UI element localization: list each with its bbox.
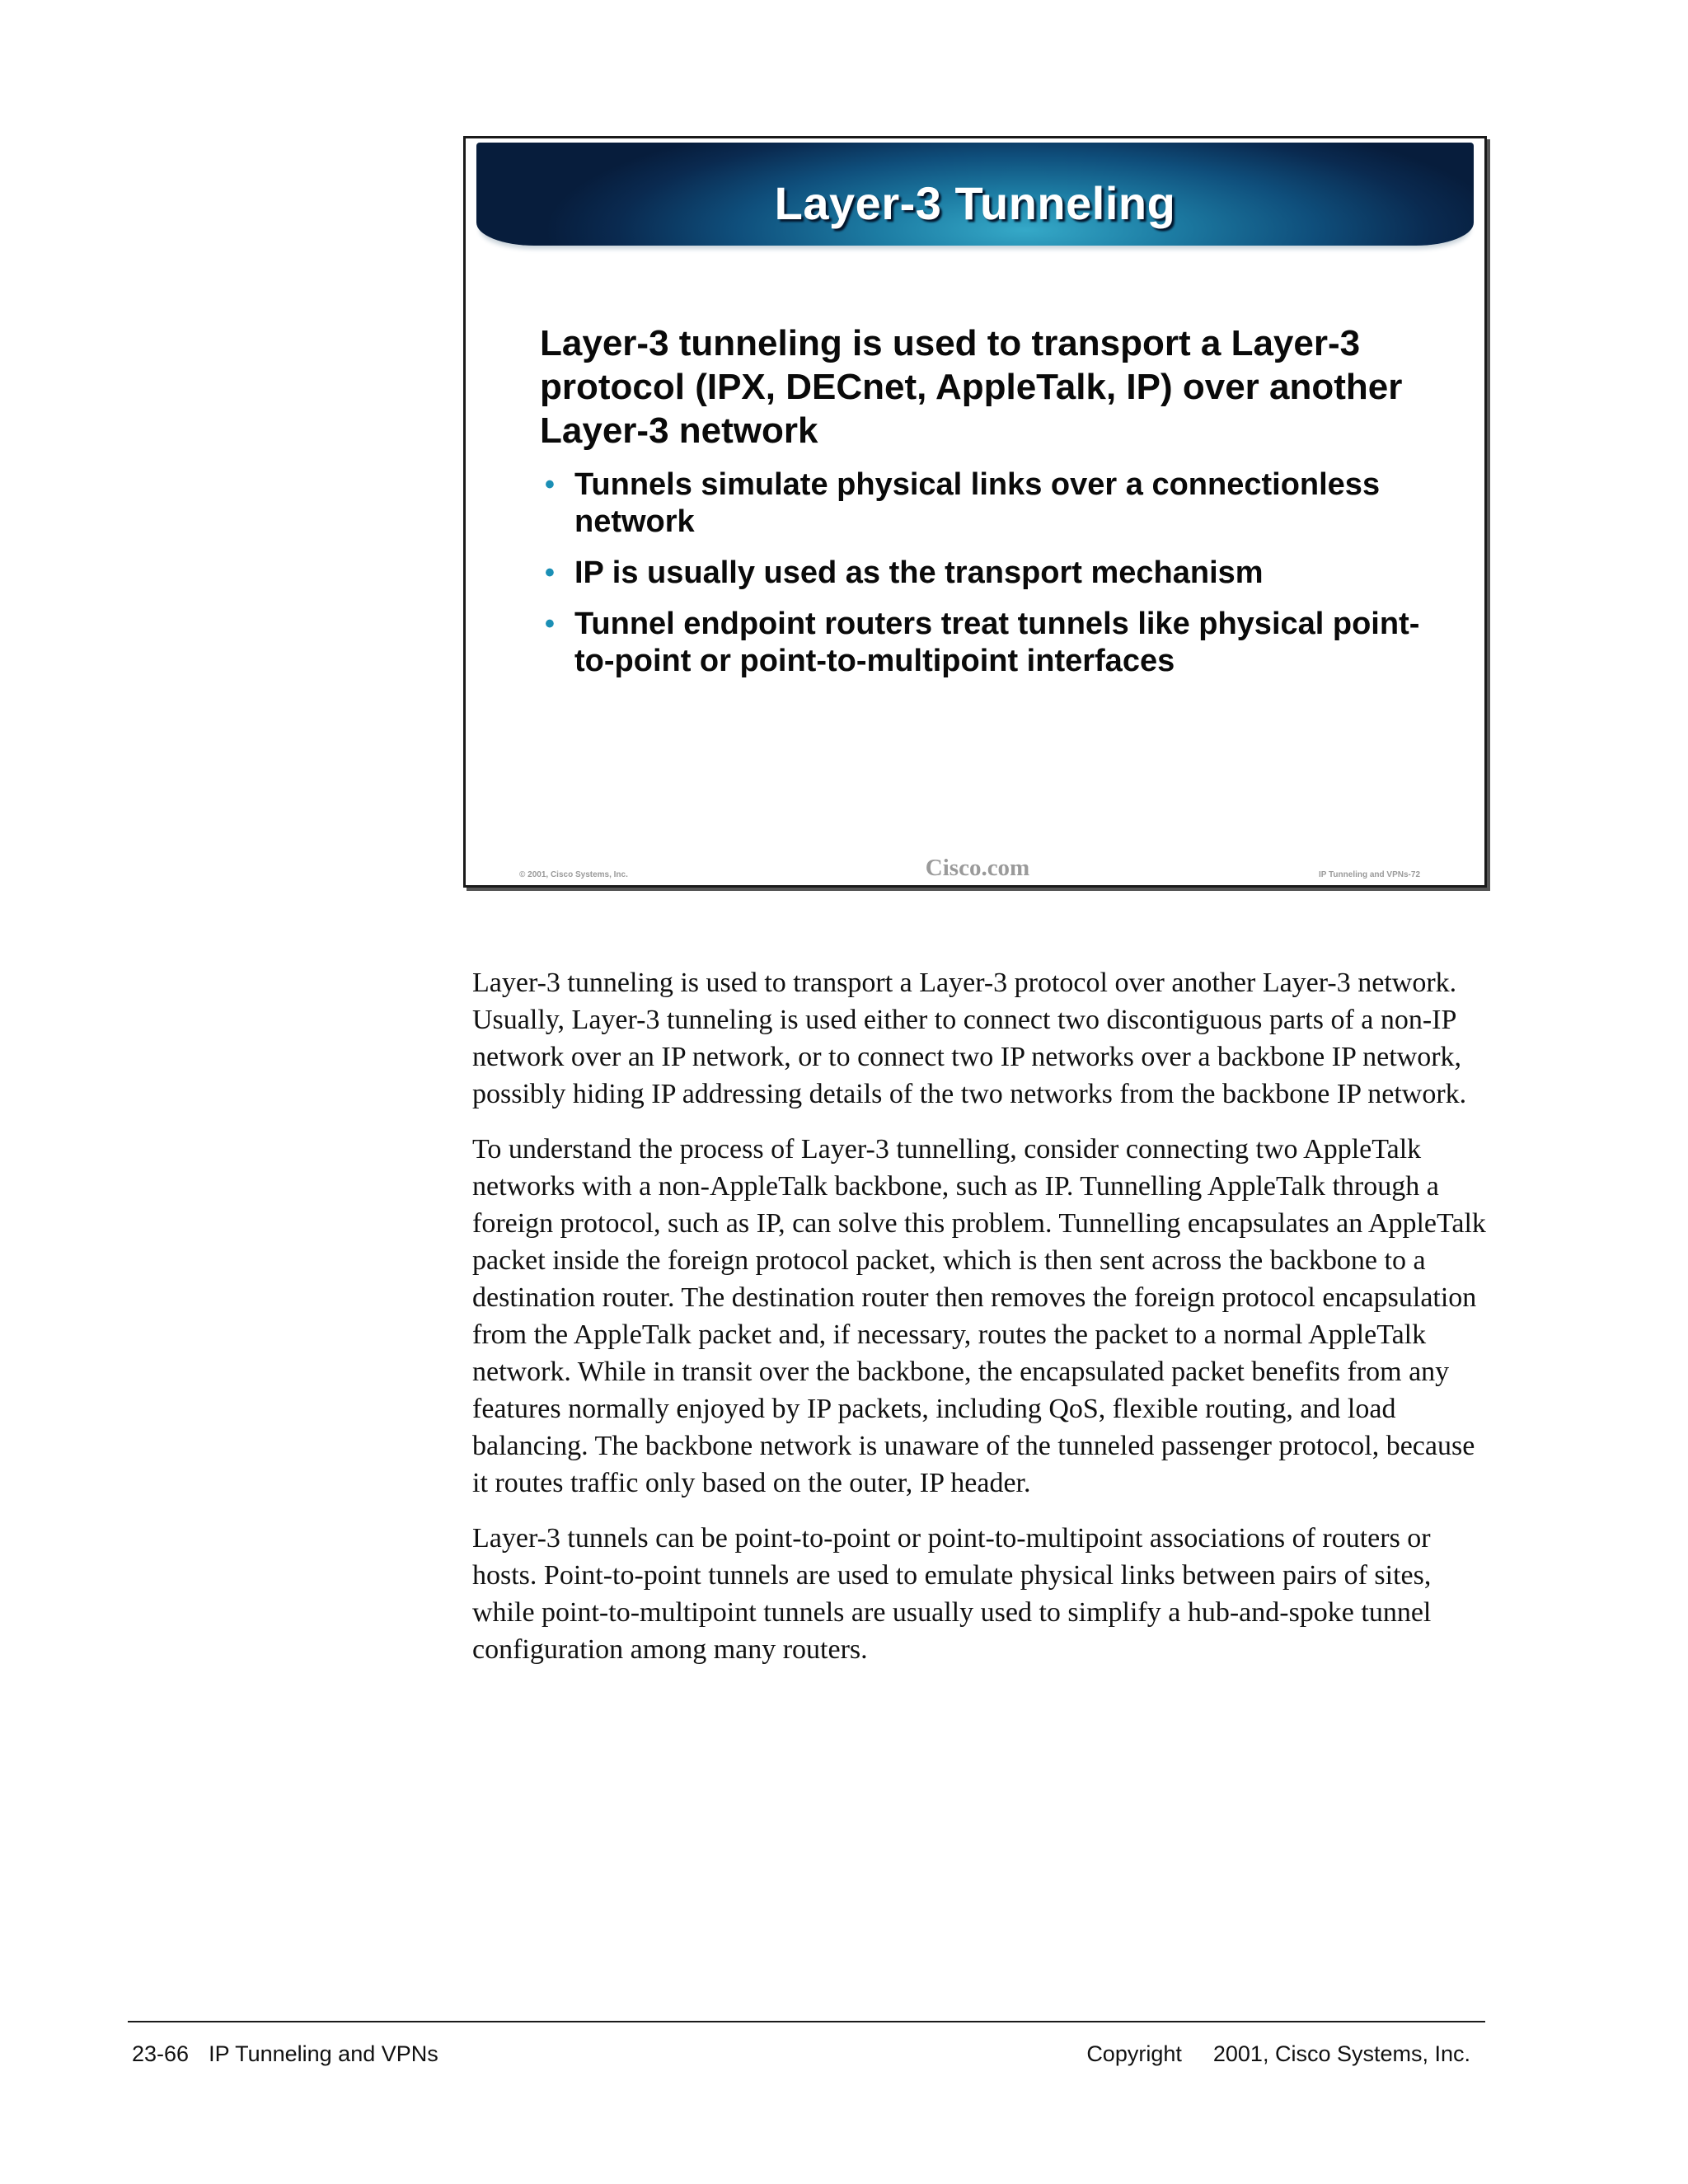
page-footer-right (1086, 2041, 1470, 2067)
body-text (472, 964, 1488, 1686)
slide-bullet-list (545, 466, 1451, 694)
slide-bullet-text: Tunnel endpoint routers treat tunnels like physical point-to-point or point-to-multipoint interfaces (574, 607, 1420, 678)
slide-number-label: IP Tunneling and VPNs-72 (1319, 870, 1420, 879)
bullet-dot-icon: • (545, 608, 555, 640)
slide-bullet-text: IP is usually used as the transport mechanism (574, 555, 1264, 590)
footer-section-title: IP Tunneling and VPNs (209, 2041, 438, 2066)
slide-title: Layer-3 Tunneling (774, 177, 1176, 229)
slide-bullet-text: Tunnels simulate physical links over a connectionless network (574, 467, 1381, 539)
slide-bullet-item (545, 466, 1451, 541)
cisco-logo-text: Cisco.com (925, 855, 1030, 881)
page-number: 23-66 (132, 2041, 190, 2066)
bullet-dot-icon: • (545, 557, 555, 588)
footer-divider (128, 2021, 1485, 2022)
copyright-label: Copyright (1086, 2041, 1182, 2066)
slide (463, 136, 1487, 888)
slide-bullet-item (545, 606, 1451, 680)
body-paragraph: Layer-3 tunneling is used to transport a Layer-3 protocol over another Layer-3 network. Usually, Layer-3 tunneling is used either to connect two discontiguous parts of a non-IP network over an IP network, or to connect two IP networks over a backbone IP network, possibly hiding IP addressing details of the two networks from the backbone IP network. (472, 968, 1467, 1109)
slide-lead-text: Layer-3 tunneling is used to transport a Layer-3 protocol (IPX, DECnet, AppleTalk, IP) over another Layer-3 network (540, 323, 1403, 451)
slide-bullet-item (545, 555, 1451, 592)
page-footer-left (132, 2041, 438, 2067)
body-paragraph: Layer-3 tunnels can be point-to-point or point-to-multipoint associations of routers or hosts. Point-to-point tunnels are used to emulate physical links between pairs of sites, while point-to-multipoint tunnels are usually used to simplify a hub-and-spoke tunnel configuration among many routers. (472, 1523, 1432, 1665)
body-paragraph: To understand the process of Layer-3 tunnelling, consider connecting two AppleTalk networks with a non-AppleTalk backbone, such as IP. Tunnelling AppleTalk through a foreign protocol, such as IP, can solve this problem. Tunnelling encapsulates an AppleTalk packet inside the foreign protocol packet, which is then sent across the backbone to a destination router. The destination router then removes the foreign protocol encapsulation from the AppleTalk packet and, if necessary, routes the packet to a normal AppleTalk network. While in transit over the backbone, the encapsulated packet benefits from any features normally enjoyed by IP packets, including QoS, flexible routing, and load balancing. The backbone network is unaware of the tunneled passenger protocol, because it routes traffic only based on the outer, IP header. (472, 1134, 1486, 1498)
slide-copyright: © 2001, Cisco Systems, Inc. (519, 870, 628, 879)
copyright-text: 2001, Cisco Systems, Inc. (1212, 2041, 1470, 2066)
bullet-dot-icon: • (545, 469, 555, 500)
